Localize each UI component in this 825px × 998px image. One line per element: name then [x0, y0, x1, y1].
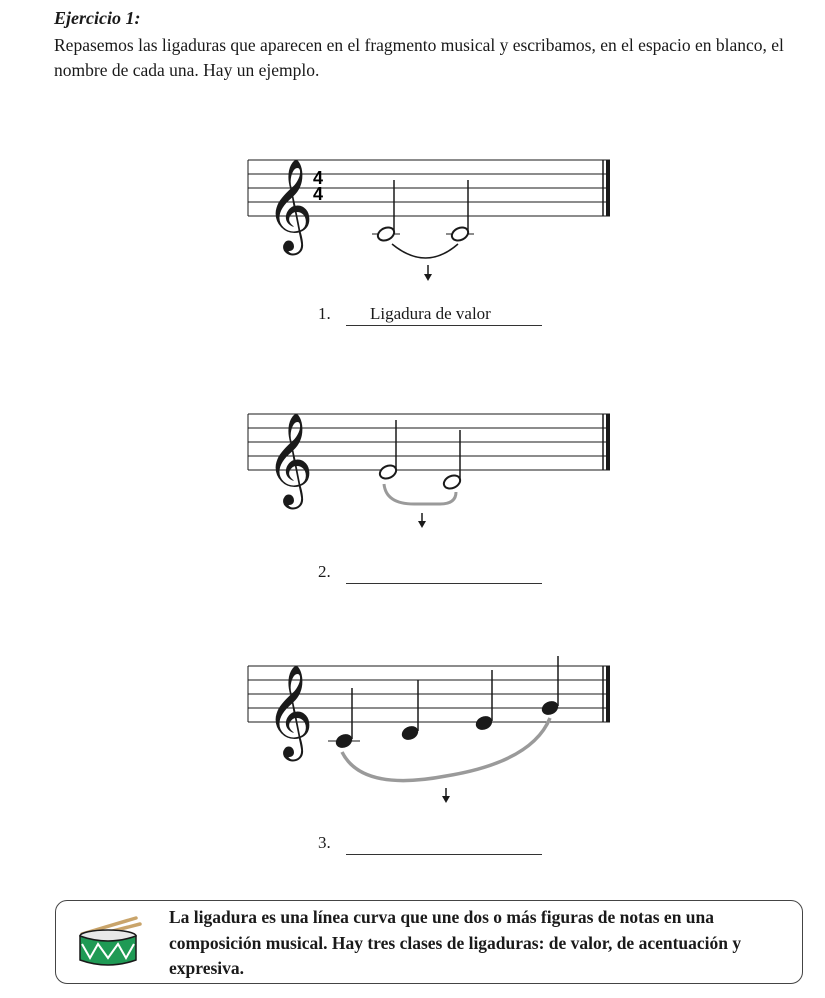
- final-barline: [606, 160, 610, 216]
- answer-number: 2.: [318, 562, 331, 581]
- answer-row-2: [318, 562, 558, 586]
- exercise-title: Ejercicio 1:: [54, 8, 141, 28]
- info-note-text: La ligadura es una línea curva que une dos o más figuras de notas en una composición musical. Hay tres clases de ligaduras: de valor, de acentuación y expresiva.: [169, 907, 742, 978]
- arrow-down-icon: [442, 788, 450, 803]
- half-note-1: [378, 420, 398, 481]
- treble-clef-icon: 𝄞: [266, 664, 314, 757]
- staff-example-1: [0, 150, 825, 290]
- answer-row-3: [318, 833, 558, 857]
- answer-number: 3.: [318, 833, 331, 852]
- answer-number: 1.: [318, 304, 331, 323]
- half-note-2: [446, 180, 474, 243]
- staff-example-2: [0, 404, 825, 534]
- slur-curve: [342, 718, 550, 781]
- arrow-down-icon: [424, 265, 432, 281]
- quarter-note-4: [540, 656, 561, 717]
- answer-row-1: [318, 304, 558, 328]
- treble-clef-icon: 𝄞: [266, 412, 314, 505]
- drum-icon: [78, 916, 142, 970]
- final-barline: [606, 414, 610, 470]
- half-note-1: [372, 180, 400, 243]
- answer-line[interactable]: [346, 854, 542, 855]
- time-signature-top: 4: [312, 168, 324, 188]
- final-barline: [606, 666, 610, 722]
- time-signature-bottom: 4: [312, 184, 324, 204]
- quarter-note-1: [328, 688, 360, 750]
- quarter-note-2: [400, 680, 421, 742]
- quarter-note-3: [474, 670, 495, 732]
- answer-line[interactable]: [346, 583, 542, 584]
- half-note-2: [442, 430, 462, 491]
- treble-clef-icon: 𝄞: [266, 158, 314, 251]
- staff-example-3: [0, 654, 825, 814]
- exercise-instructions: Repasemos las ligaduras que aparecen en el fragmento musical y escribamos, en el espacio en blanco, el nombre de cada una. Hay un ejemplo.: [54, 35, 784, 80]
- arrow-down-icon: [418, 513, 426, 528]
- tie-curve: [392, 244, 458, 258]
- answer-line: [346, 325, 542, 326]
- answer-text: Ligadura de valor: [370, 304, 491, 323]
- info-note-box: [55, 900, 803, 984]
